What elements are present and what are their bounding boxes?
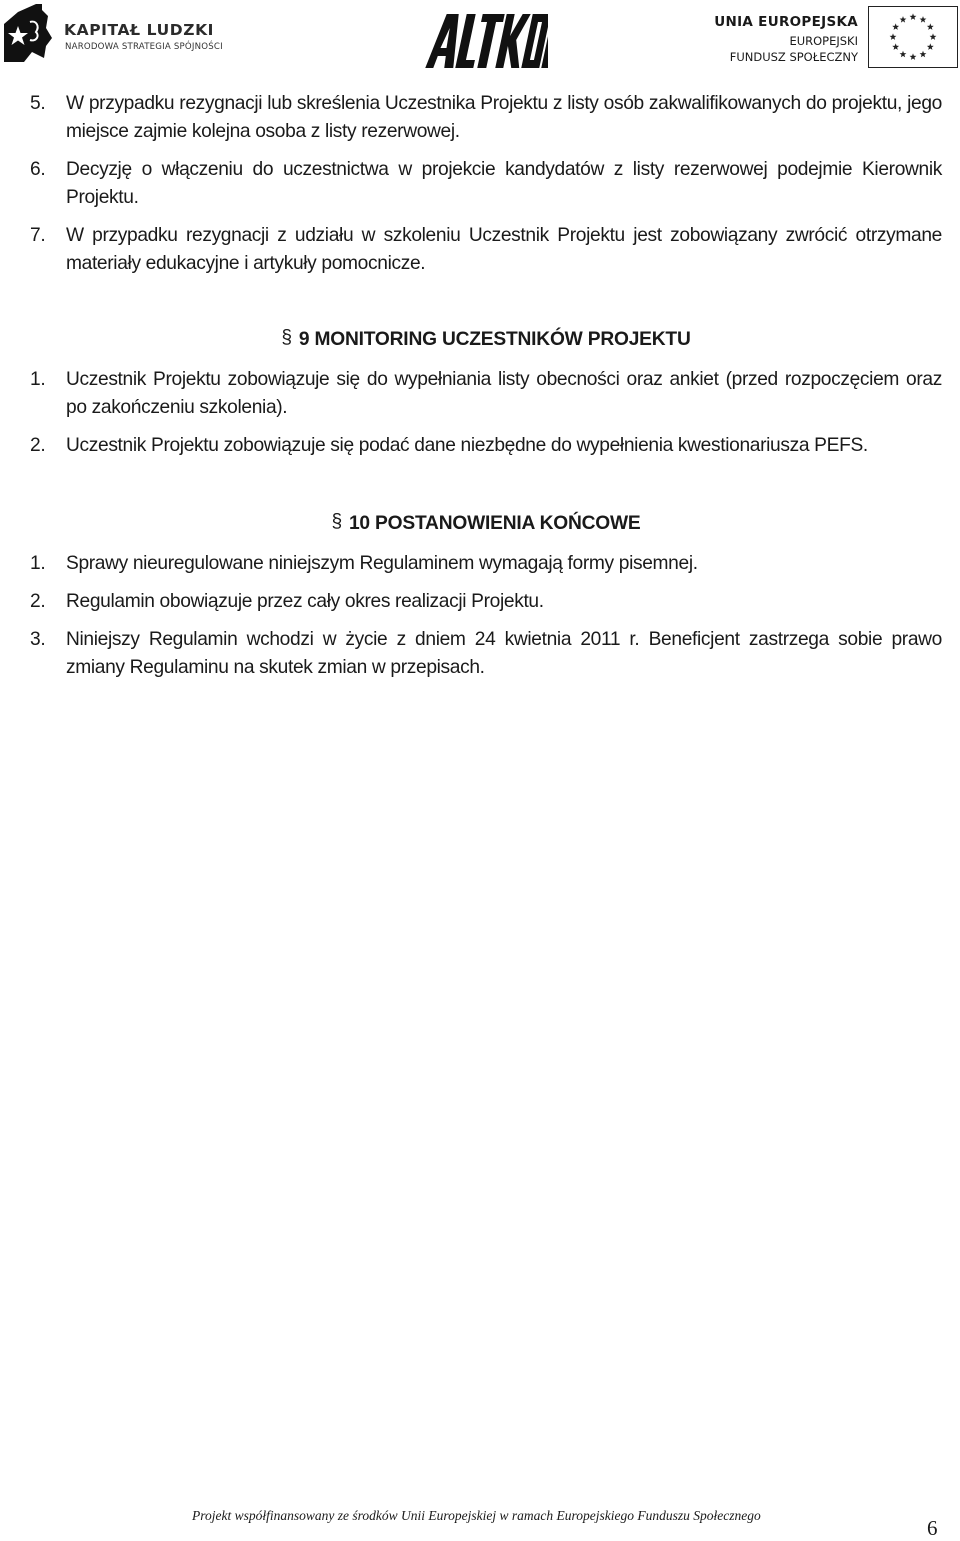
kapital-ludzki-emblem-icon: [2, 2, 62, 64]
section-heading: [30, 510, 942, 538]
list-item: [30, 588, 942, 616]
list-item: [30, 90, 942, 146]
item-number: 7.: [30, 225, 46, 246]
item-text: Decyzję o włączeniu do uczestnictwa w projekcie kandydatów z listy rezerwowej podejmie Kierownik Projektu.: [66, 159, 942, 208]
eu-star-icon: [927, 43, 934, 50]
item-number: 2.: [30, 591, 46, 612]
item-number: 6.: [30, 159, 46, 180]
section-8-continued: [30, 90, 942, 278]
list-item: [30, 626, 942, 682]
paragraph-symbol: §: [281, 327, 292, 348]
kapital-ludzki-logo: [2, 2, 232, 64]
item-number: 1.: [30, 553, 46, 574]
item-text: Regulamin obowiązuje przez cały okres realizacji Projektu.: [66, 591, 544, 612]
altkom-logo: [424, 8, 548, 70]
eu-star-icon: [910, 13, 917, 20]
page-number: 6: [927, 1516, 938, 1540]
eu-star-icon: [900, 51, 907, 58]
paragraph-symbol: §: [331, 511, 342, 532]
item-text: W przypadku rezygnacji lub skreślenia Uczestnika Projektu z listy osób zakwalifikowanych do projektu, jego miejsce zajmie kolejna osoba z listy rezerwowej.: [66, 93, 942, 142]
eu-star-icon: [927, 23, 934, 30]
section-heading: [30, 326, 942, 354]
kapital-ludzki-subtitle: NARODOWA STRATEGIA SPÓJNOŚCI: [65, 42, 223, 52]
eu-star-icon: [892, 23, 899, 30]
document-body: [30, 90, 942, 682]
eu-star-icon: [900, 16, 907, 23]
item-text: Sprawy nieuregulowane niniejszym Regulaminem wymagają formy pisemnej.: [66, 553, 698, 574]
eu-star-icon: [930, 33, 937, 40]
eu-star-icon: [892, 43, 899, 50]
list-item: [30, 222, 942, 278]
funding-note: Projekt współfinansowany ze środków Unii Europejskiej w ramach Europejskiego Funduszu Społecznego: [192, 1508, 761, 1523]
eu-star-icon: [910, 53, 917, 60]
item-text: Uczestnik Projektu zobowiązuje się podać dane niezbędne do wypełnienia kwestionariusza PEFS.: [66, 435, 868, 456]
item-number: 5.: [30, 93, 46, 114]
ue-logo-line-3: FUNDUSZ SPOŁECZNY: [729, 50, 858, 64]
list-item: [30, 156, 942, 212]
eu-star-icon: [920, 51, 927, 58]
item-text: W przypadku rezygnacji z udziału w szkoleniu Uczestnik Projektu jest zobowiązany zwrócić otrzymane materiały edukacyjne i artykuły pomocnicze.: [66, 225, 942, 274]
section-title: 9 MONITORING UCZESTNIKÓW PROJEKTU: [298, 329, 691, 350]
item-number: 1.: [30, 369, 46, 390]
item-text: Uczestnik Projektu zobowiązuje się do wypełniania listy obecności oraz ankiet (przed rozpoczęciem oraz po zakończeniu szkolenia).: [66, 369, 942, 418]
item-number: 2.: [30, 435, 46, 456]
list-item: [30, 550, 942, 578]
page-header: [0, 0, 960, 76]
eu-flag-icon: [868, 6, 958, 68]
section-title: 10 POSTANOWIENIA KOŃCOWE: [348, 513, 641, 534]
kapital-ludzki-title: KAPITAŁ LUDZKI: [64, 21, 215, 39]
eu-star-icon: [890, 33, 897, 40]
item-text: Niniejszy Regulamin wchodzi w życie z dniem 24 kwietnia 2011 r. Beneficjent zastrzega sobie prawo zmiany Regulaminu na skutek zmian w przepisach.: [66, 629, 942, 678]
section-9: [30, 326, 942, 460]
list-item: [30, 366, 942, 422]
page-footer: [0, 1508, 960, 1539]
eu-star-icon: [920, 16, 927, 23]
section-10: [30, 510, 942, 682]
ue-logo-line-2: EUROPEJSKI: [789, 34, 858, 48]
ue-logo-line-1: UNIA EUROPEJSKA: [714, 14, 858, 30]
ue-efs-logo: [714, 6, 958, 70]
list-item: [30, 432, 942, 460]
item-number: 3.: [30, 629, 46, 650]
